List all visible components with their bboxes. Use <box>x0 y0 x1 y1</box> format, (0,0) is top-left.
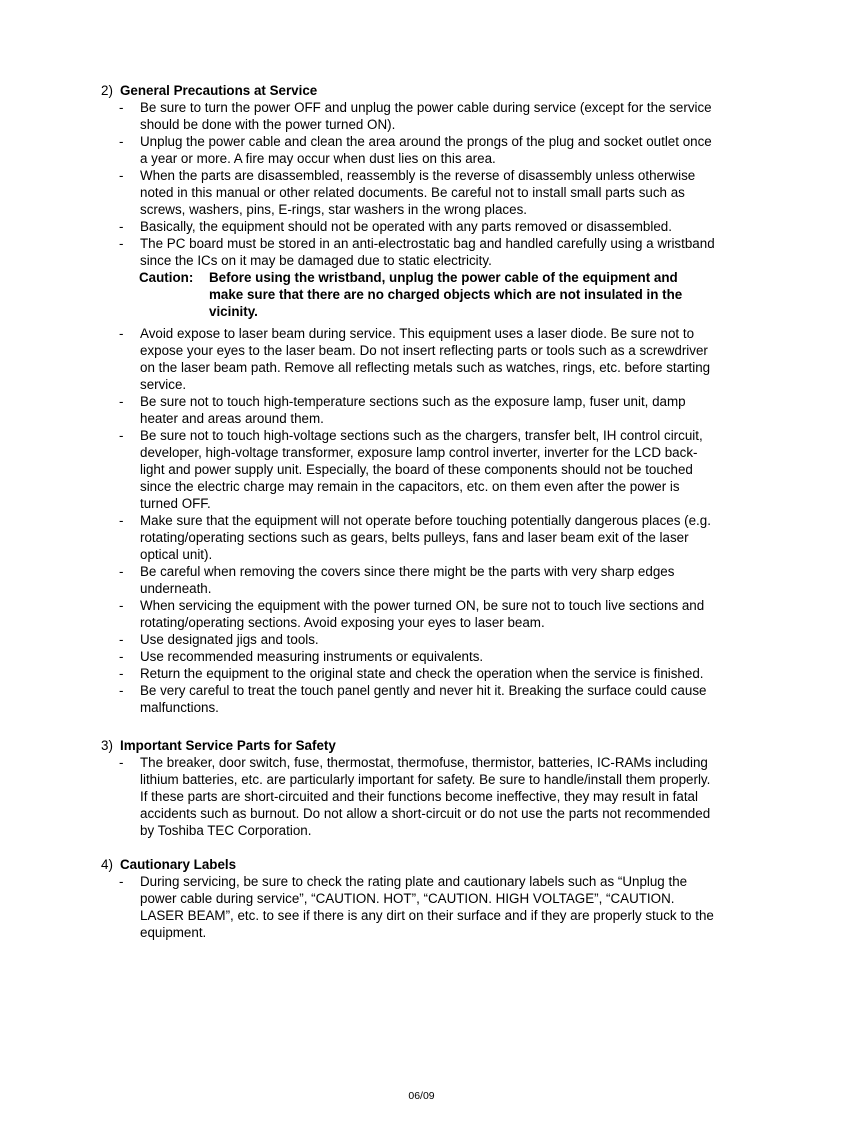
list-item-line: a year or more. A fire may occur when dust lies on this area. <box>140 151 496 166</box>
list-item-line: on the laser beam path. Remove all reflecting metals such as watches, rings, etc. before starting <box>140 360 711 375</box>
list-item-line: since the ICs on it may be damaged due to static electricity. <box>140 253 492 268</box>
list-item <box>101 133 761 167</box>
list-item-line: rotating/operating sections. Avoid exposing your eyes to laser beam. <box>140 615 545 630</box>
list-item-line: expose your eyes to the laser beam. Do not insert reflecting parts or tools such as a screwdriver <box>140 343 708 358</box>
section-heading <box>101 82 761 99</box>
list-item-line: service. <box>140 377 187 392</box>
caution-line: Before using the wristband, unplug the power cable of the equipment and <box>209 270 678 285</box>
list-item-line: Return the equipment to the original state and check the operation when the service is finished. <box>140 666 704 681</box>
bullet-dash: - <box>119 564 124 579</box>
list-item-line: Be sure not to touch high-voltage sections such as the chargers, transfer belt, IH control circuit, <box>140 428 703 443</box>
bullet-dash: - <box>119 513 124 528</box>
bullet-dash: - <box>119 100 124 115</box>
section-cautionary-labels <box>101 856 761 941</box>
list-item-line: The breaker, door switch, fuse, thermostat, thermofuse, thermistor, batteries, IC-RAMs including <box>140 755 708 770</box>
list-item <box>101 393 761 427</box>
list-item-line: During servicing, be sure to check the rating plate and cautionary labels such as “Unplug the <box>140 874 688 889</box>
section-important-service-parts <box>101 737 761 839</box>
list-item-line: Be sure not to touch high-temperature sections such as the exposure lamp, fuser unit, damp <box>140 394 686 409</box>
list-item <box>101 631 761 648</box>
bullet-dash: - <box>119 649 124 664</box>
list-item-line: accidents such as burnout. Do not allow a short-circuit or do not use the parts not recommended <box>140 806 711 821</box>
list-item <box>101 167 761 218</box>
section-number: 2) <box>101 83 113 98</box>
bullet-dash: - <box>119 666 124 681</box>
list-item-line: power cable during service”, “CAUTION. HOT”, “CAUTION. HIGH VOLTAGE”, “CAUTION. <box>140 891 675 906</box>
page-number: 06/09 <box>408 1090 435 1102</box>
list-item <box>101 563 761 597</box>
caution-line: make sure that there are no charged objects which are not insulated in the <box>209 287 683 302</box>
list-item <box>101 235 761 269</box>
section-title: Cautionary Labels <box>120 857 237 872</box>
list-item-line: When servicing the equipment with the power turned ON, be sure not to touch live sections and <box>140 598 705 613</box>
bullet-dash: - <box>119 326 124 341</box>
section-general-precautions <box>101 82 761 716</box>
list-item-line: The PC board must be stored in an anti-electrostatic bag and handled carefully using a wristband <box>140 236 715 251</box>
list-item-line: developer, high-voltage transformer, exposure lamp control inverter, inverter for the LCD back- <box>140 445 698 460</box>
section-heading <box>101 737 761 754</box>
list-item <box>101 218 761 235</box>
list-item-line: since the electric charge may remain in the capacitors, etc. on them even after the power is <box>140 479 680 494</box>
bullet-dash: - <box>119 219 124 234</box>
list-item-line: by Toshiba TEC Corporation. <box>140 823 312 838</box>
list-item <box>101 99 761 133</box>
caution-line: vicinity. <box>209 304 258 319</box>
list-item-line: light and power supply unit. Especially, the board of these components should not be touched <box>140 462 693 477</box>
bullet-dash: - <box>119 428 124 443</box>
list-item-line: Basically, the equipment should not be operated with any parts removed or disassembled. <box>140 219 672 234</box>
list-item-line: underneath. <box>140 581 212 596</box>
bullet-dash: - <box>119 134 124 149</box>
list-item <box>101 754 761 839</box>
caution-label: Caution: <box>139 270 194 285</box>
list-item <box>101 427 761 512</box>
list-item-line: Be sure to turn the power OFF and unplug the power cable during service (except for the service <box>140 100 712 115</box>
list-item-line: noted in this manual or other related documents. Be careful not to install small parts such as <box>140 185 685 200</box>
list-item-line: rotating/operating sections such as gears, belts pulleys, fans and laser beam exit of the laser <box>140 530 689 545</box>
list-item-line: Avoid expose to laser beam during service. This equipment uses a laser diode. Be sure not to <box>140 326 695 341</box>
list-item-line: Be very careful to treat the touch panel gently and never hit it. Breaking the surface could cause <box>140 683 707 698</box>
bullet-dash: - <box>119 598 124 613</box>
bullet-dash: - <box>119 236 124 251</box>
list-item <box>101 597 761 631</box>
bullet-dash: - <box>119 874 124 889</box>
bullet-dash: - <box>119 755 124 770</box>
list-item-line: lithium batteries, etc. are particularly important for safety. Be sure to handle/install them properly. <box>140 772 711 787</box>
list-item-line: should be done with the power turned ON). <box>140 117 396 132</box>
list-item-line: If these parts are short-circuited and their functions become ineffective, they may result in fatal <box>140 789 698 804</box>
list-item-line: Be careful when removing the covers since there might be the parts with very sharp edges <box>140 564 675 579</box>
list-item-line: equipment. <box>140 925 207 940</box>
list-item <box>101 873 761 941</box>
list-item <box>101 682 761 716</box>
bullet-dash: - <box>119 683 124 698</box>
list-item <box>101 648 761 665</box>
list-item-line: screws, washers, pins, E-rings, star washers in the wrong places. <box>140 202 527 217</box>
bullet-dash: - <box>119 168 124 183</box>
section-title: Important Service Parts for Safety <box>120 738 336 753</box>
caution-note <box>101 269 761 320</box>
bullet-dash: - <box>119 394 124 409</box>
list-item-line: Unplug the power cable and clean the area around the prongs of the plug and socket outlet once <box>140 134 712 149</box>
list-item-line: optical unit). <box>140 547 213 562</box>
list-item-line: heater and areas around them. <box>140 411 324 426</box>
bullet-dash: - <box>119 632 124 647</box>
list-item <box>101 325 761 393</box>
list-item <box>101 665 761 682</box>
list-item-line: Use recommended measuring instruments or equivalents. <box>140 649 484 664</box>
section-heading <box>101 856 761 873</box>
list-item-line: turned OFF. <box>140 496 211 511</box>
section-number: 3) <box>101 738 113 753</box>
list-item-line: Make sure that the equipment will not operate before touching potentially dangerous places (e.g. <box>140 513 711 528</box>
list-item-line: When the parts are disassembled, reassembly is the reverse of disassembly unless otherwise <box>140 168 696 183</box>
list-item-line: Use designated jigs and tools. <box>140 632 319 647</box>
list-item-line: LASER BEAM”, etc. to see if there is any dirt on their surface and if they are properly stuck to the <box>140 908 714 923</box>
list-item <box>101 512 761 563</box>
list-item-line: malfunctions. <box>140 700 219 715</box>
section-title: General Precautions at Service <box>120 83 318 98</box>
section-number: 4) <box>101 857 113 872</box>
